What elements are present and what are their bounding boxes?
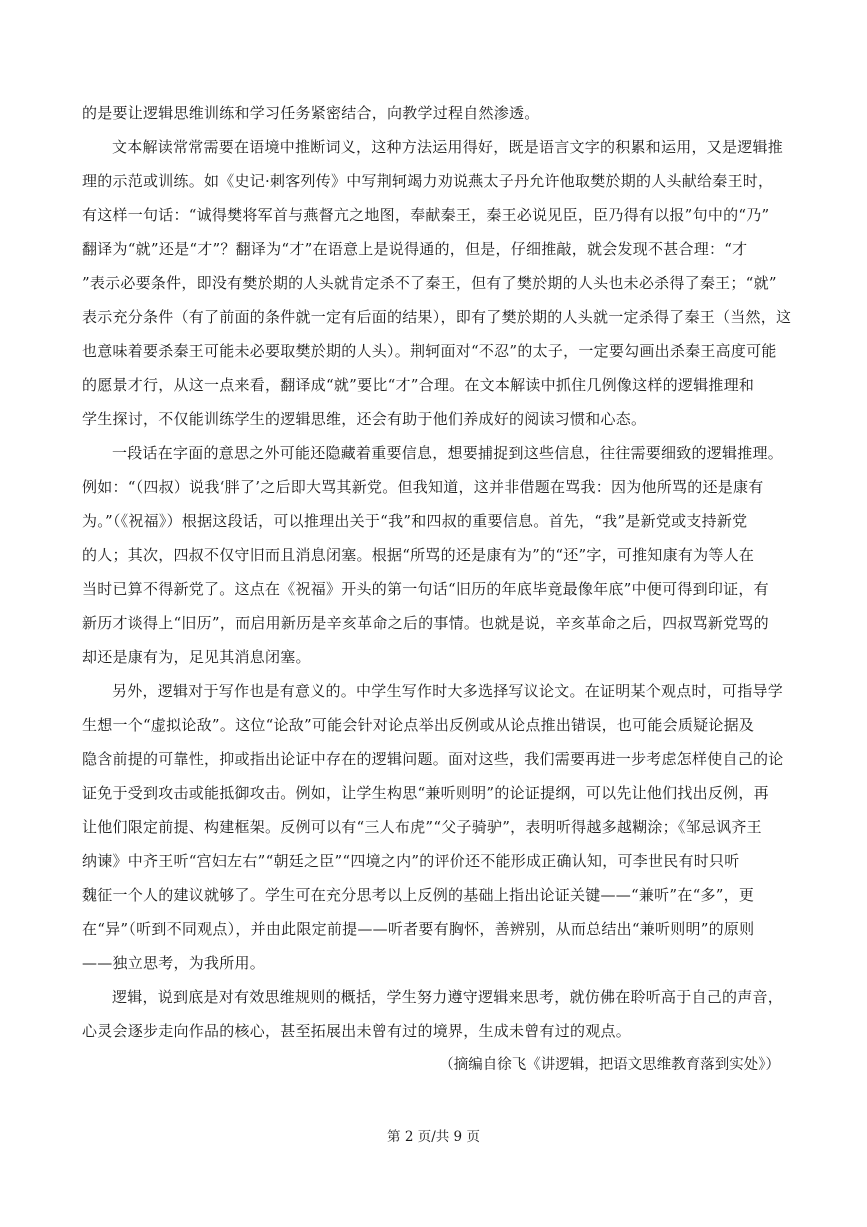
text-line: ”表示必要条件，即没有樊於期的人头就肯定杀不了秦王，但有了樊於期的人头也未必杀得了秦王；“就” <box>82 274 777 292</box>
paragraph-3 <box>82 436 798 674</box>
text-line: 有这样一句话：“诚得樊将军首与燕督亢之地图，奉献秦王，秦王必说见臣，臣乃得有以报”句中的“乃” <box>82 206 770 224</box>
document-body <box>82 96 798 1082</box>
text-line: 生想一个“虚拟论敌”。这位“论敌”可能会针对论点举出反例或从论点推出错误，也可能会质疑论据及 <box>82 716 755 734</box>
source-citation: （摘编自徐飞《讲逻辑，把语文思维教育落到实处》） <box>439 1057 780 1073</box>
text-line: 隐含前提的可靠性，抑或指出论证中存在的逻辑问题。面对这些，我们需要再进一步考虑怎样使自己的论 <box>82 750 784 768</box>
text-line: 翻译为“就”还是“才”？翻译为“才”在语意上是说得通的，但是，仔细推敲，就会发现不甚合理：“才 <box>82 240 748 258</box>
text-line: 纳谏》中齐王听“宫妇左右”“朝廷之臣”“四境之内”的评价还不能形成正确认知，可李世民有时只听 <box>82 852 740 870</box>
text-line: 当时已算不得新党了。这点在《祝福》开头的第一句话“旧历的年底毕竟最像年底”中便可得到印证，有 <box>82 580 769 598</box>
paragraph-5 <box>82 980 798 1048</box>
text-line: 却还是康有为，足见其消息闭塞。 <box>82 648 311 666</box>
text-line: 表示充分条件（有了前面的条件就一定有后面的结果），即有了樊於期的人头就一定杀得了秦王（当然，这 <box>82 308 792 326</box>
text-line: ——独立思考，为我所用。 <box>82 954 266 972</box>
text-line: 证免于受到攻击或能抵御攻击。例如，让学生构思“兼听则明”的论证提纲，可以先让他们找出反例，再 <box>82 784 769 802</box>
text-line: 的愿景才行，从这一点来看，翻译成“就”要比“才”合理。在文本解读中抓住几例像这样的逻辑推理和 <box>82 376 755 394</box>
text-line: 文本解读常常需要在语境中推断词义，这种方法运用得好，既是语言文字的积累和运用，又是逻辑推 <box>112 138 784 156</box>
text-line: 新历才谈得上“旧历”，而启用新历是辛亥革命之后的事情。也就是说，辛亥革命之后，四叔骂新党骂的 <box>82 614 769 632</box>
text-line: 逻辑，说到底是对有效思维规则的概括，学生努力遵守逻辑来思考，就仿佛在聆听高于自己的声音， <box>112 988 784 1006</box>
text-line: 的人；其次，四叔不仅守旧而且消息闭塞。根据“所骂的还是康有为”的“还”字，可推知康有为等人在 <box>82 546 755 564</box>
paragraph-2 <box>82 130 798 436</box>
text-line: 的是要让逻辑思维训练和学习任务紧密结合，向教学过程自然渗透。 <box>82 104 540 122</box>
text-line: 让他们限定前提、构建框架。反例可以有“三人布虎”“父子骑驴”，表明听得越多越糊涂；《邹忌讽齐王 <box>82 818 762 836</box>
text-line: 例如：“（四叔）说我‘胖了’之后即大骂其新党。但我知道，这并非借题在骂我：因为他所骂的还是康有 <box>82 478 764 496</box>
text-line: 魏征一个人的建议就够了。学生可在充分思考以上反例的基础上指出论证关键——“兼听”在“多”，更 <box>82 886 755 904</box>
text-line: 另外，逻辑对于写作也是有意义的。中学生写作时大多选择写议论文。在证明某个观点时，可指导学 <box>112 682 784 700</box>
paragraph-1 <box>82 96 798 130</box>
text-line: 也意味着要杀秦王可能未必要取樊於期的人头）。荆轲面对“不忍”的太子，一定要勾画出杀秦王高度可能 <box>82 342 777 360</box>
text-line: 心灵会逐步走向作品的核心，甚至拓展出未曾有过的境界，生成未曾有过的观点。 <box>82 1022 632 1040</box>
paragraph-4 <box>82 674 798 980</box>
text-line: 为。”（《祝福》）根据这段话，可以推理出关于“我”和四叔的重要信息。首先，“我”是新党或支持新党 <box>82 512 748 530</box>
page-number: 第 2 页/共 9 页 <box>387 1129 480 1145</box>
text-line: 在“异”（听到不同观点），并由此限定前提——听者要有胸怀，善辨别，从而总结出“兼听则明”的原则 <box>82 920 755 938</box>
text-line: 一段话在字面的意思之外可能还隐藏着重要信息，想要捕捉到这些信息，往往需要细致的逻辑推理。 <box>112 444 784 462</box>
text-line: 理的示范或训练。如《史记·刺客列传》中写荆轲竭力劝说燕太子丹允许他取樊於期的人头献给秦王时， <box>82 172 774 190</box>
text-line: 学生探讨，不仅能训练学生的逻辑思维，还会有助于他们养成好的阅读习惯和心态。 <box>82 410 647 428</box>
